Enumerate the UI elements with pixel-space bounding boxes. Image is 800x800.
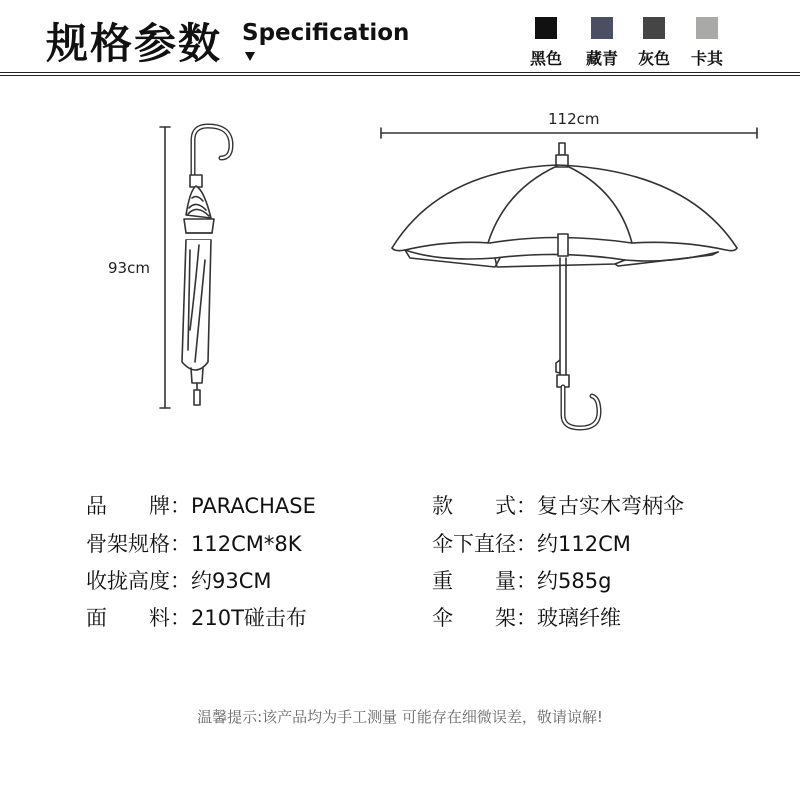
spec-frame-value: 112CM*8K bbox=[191, 532, 302, 556]
spec-weight-value: 约585g bbox=[537, 569, 612, 593]
spec-diameter-value: 约112CM bbox=[537, 532, 631, 556]
spec-folded-value: 约93CM bbox=[191, 569, 272, 593]
spec-fabric-value: 210T碰击布 bbox=[191, 606, 307, 630]
spec-folded-label: 收拢高度： bbox=[86, 569, 191, 593]
spec-diameter bbox=[432, 528, 631, 558]
spec-rib-label: 伞 架： bbox=[432, 606, 537, 630]
width-dimension-label: 112cm bbox=[548, 110, 600, 128]
open-umbrella-drawing bbox=[392, 143, 737, 428]
footer-notice: 温馨提示:该产品均为手工测量 可能存在细微误差，敬请谅解! bbox=[197, 708, 603, 726]
spec-style-value: 复古实木弯柄伞 bbox=[537, 494, 684, 518]
spec-brand bbox=[86, 490, 316, 520]
color-label-navy: 藏青 bbox=[585, 49, 618, 68]
spec-fabric-label: 面 料： bbox=[86, 606, 191, 630]
spec-weight bbox=[432, 565, 611, 595]
spec-frame bbox=[86, 528, 302, 558]
color-label-black: 黑色 bbox=[529, 49, 562, 68]
spec-style bbox=[432, 490, 684, 520]
height-dimension-label: 93cm bbox=[108, 259, 150, 277]
spec-rib bbox=[432, 602, 621, 632]
spec-frame-label: 骨架规格： bbox=[86, 532, 191, 556]
spec-brand-value: PARACHASE bbox=[191, 494, 316, 518]
spec-weight-label: 重 量： bbox=[432, 569, 537, 593]
color-label-gray: 灰色 bbox=[637, 49, 670, 68]
spec-folded bbox=[86, 565, 272, 595]
color-label-khaki: 卡其 bbox=[690, 49, 723, 68]
page-title: 规格参数 bbox=[46, 19, 223, 68]
closed-umbrella-drawing bbox=[182, 126, 231, 405]
spec-diameter-label: 伞下直径： bbox=[432, 532, 537, 556]
spec-fabric bbox=[86, 602, 307, 632]
spec-rib-value: 玻璃纤维 bbox=[537, 606, 621, 630]
spec-brand-label: 品 牌： bbox=[86, 494, 191, 518]
spec-style-label: 款 式： bbox=[432, 494, 537, 518]
page-subtitle: Specification bbox=[242, 20, 410, 46]
